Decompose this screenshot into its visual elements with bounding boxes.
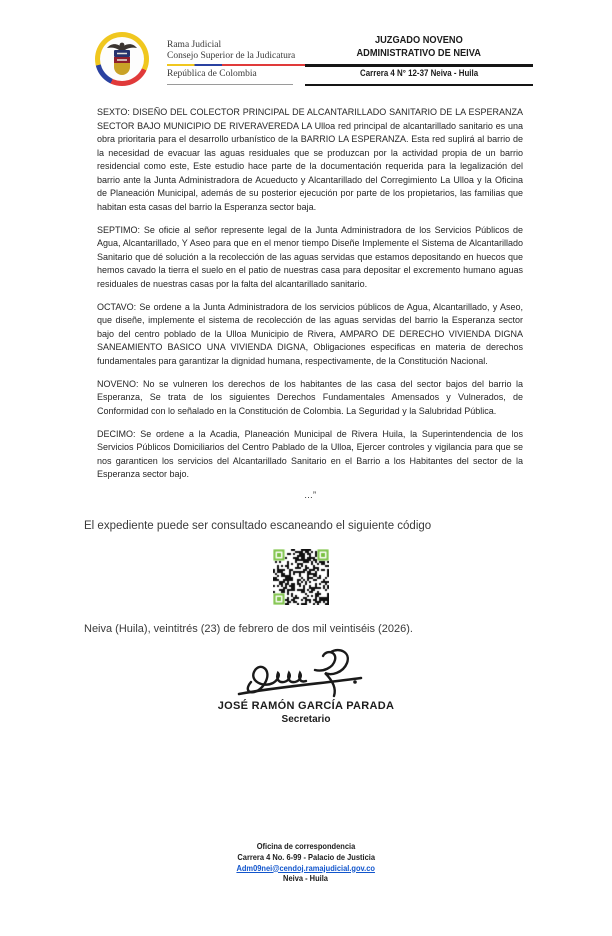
- paragraph-sexto: SEXTO: DISEÑO DEL COLECTOR PRINCIPAL DE ALCANTARILLADO SANITARIO DE LA ESPERANZA SECTOR BAJO MUNICIPIO DE RIVERAVEREDA LA Ulloa red principal de alcantarillado sanitario es una obra prioritaria para el desarrollo urbanístico de la BARRIO LA ESPERANZA. Esta red suplirá al barrio de la necesidad de evacuar las aguas residuales que se produzcan por la actividad propia de un barrio residencial como este, Este estudio hace parte de la documentación requerida para la legalización del barrio ante la Junta Administradora de Acueducto y Alcantarillado del Corregimiento La Ulloa y la Oficina de Planeación Municipal, además de su posterior ejecución por parte de los propietarios, las familias que habitan esta casas del barrio la Esperanza sector baja.: [97, 107, 523, 212]
- paragraph-decimo: DECIMO: Se ordene a la Acadia, Planeación Municipal de Rivera Huila, la Superintendencia de los Servicios Públicos Domiciliarios del Centro Pablado de la Ulloa, Ejercer controles y vigilancia para que se nos garanticen los servicios del Alcantarillado Sanitario en el Barrio a los Habitantes del sector de la Esperanza sector bajo.: [97, 428, 523, 479]
- header-court-block: [305, 30, 533, 86]
- footer: [0, 841, 612, 884]
- signature-icon: [231, 648, 389, 702]
- coat-of-arms-emblem: [105, 40, 139, 78]
- colombia-coat-of-arms-icon: [95, 32, 149, 86]
- qr-code: [273, 549, 329, 605]
- header-institution: [167, 30, 305, 86]
- footer-email-link[interactable]: Adm09nei@cendoj.ramajudicial.gov.co: [236, 862, 376, 873]
- rama-judicial-logo: [95, 30, 167, 86]
- court-name-line2: ADMINISTRATIVO DE NEIVA: [356, 47, 482, 59]
- footer-office: Oficina de correspondencia: [256, 841, 356, 851]
- institution-line1: Rama Judicial: [167, 40, 222, 50]
- resolution-body: [97, 106, 523, 503]
- institution-line3: República de Colombia: [167, 69, 257, 79]
- paragraph-octavo: OCTAVO: Se ordene a la Junta Administradora de los servicios públicos de Agua, Alcantarillado, y Aseo, que diseñe, implemente el sistema de recolección de las aguas servidas del barrio la Esperanza sector bajo del centro poblado de la Ulloa Municipio de Rivera, AMPARO DE DERECHO VIVIENDA DIGNA SANEAMIENTO BASICO UNA VIVIENDA DIGNA, Obligaciones especificas en materia de derechos fundamentales para garantizar la dignidad humana, respectivamente, de la Constitución Nacional.: [97, 301, 523, 366]
- date-line: Neiva (Huila), veintitrés (23) de febrero de dos mil veintiséis (2026).: [84, 623, 413, 635]
- secretary-title: Secretario: [281, 714, 331, 725]
- consult-instruction: El expediente puede ser consultado escaneando el siguiente código: [84, 520, 432, 532]
- court-name-line1: JUZGADO NOVENO: [375, 34, 463, 46]
- court-address: Carrera 4 N° 12-37 Neiva - Huila: [359, 67, 479, 78]
- paragraph-noveno: NOVENO: No se vulneren los derechos de los habitantes de las casa del sector bajos del barrio la Esperanza, Se trata de los siguientes Derechos Fundamentales Amensados y Vulnerados, de Conformidad con lo señalado en la Constitución de Colombia. La Seguridad y la Salubridad Pública.: [97, 378, 523, 416]
- gray-rule: [167, 84, 293, 85]
- footer-city: Neiva - Huila: [283, 873, 329, 884]
- institution-line2: Consejo Superior de la Judicatura: [167, 51, 296, 61]
- quote-close-mark: …”: [304, 490, 316, 500]
- tricolor-rule: [167, 64, 305, 66]
- secretary-name: JOSÉ RAMÓN GARCÍA PARADA: [217, 700, 395, 712]
- paragraph-septimo: SEPTIMO: Se oficie al señor represente legal de la Junta Administradora de los Servicios Públicos de Agua, Alcantarillado, Y Aseo para que en el menor tiempo Diseñe Implemente el Sistema de Alcantarillado Sanitario que dé solución a la recolección de las aguas servidas que estamos depositando en huecos que hemos cavado la tierra el suelo en el patio de nuestras casa para depositar el excremento humano aguas residuales de nuestras casas por la falta del alcantarillado sanitario.: [97, 224, 523, 289]
- footer-address: Carrera 4 No. 6-99 - Palacio de Justicia: [237, 851, 375, 862]
- header: [95, 30, 523, 86]
- divider-bottom: [305, 84, 533, 87]
